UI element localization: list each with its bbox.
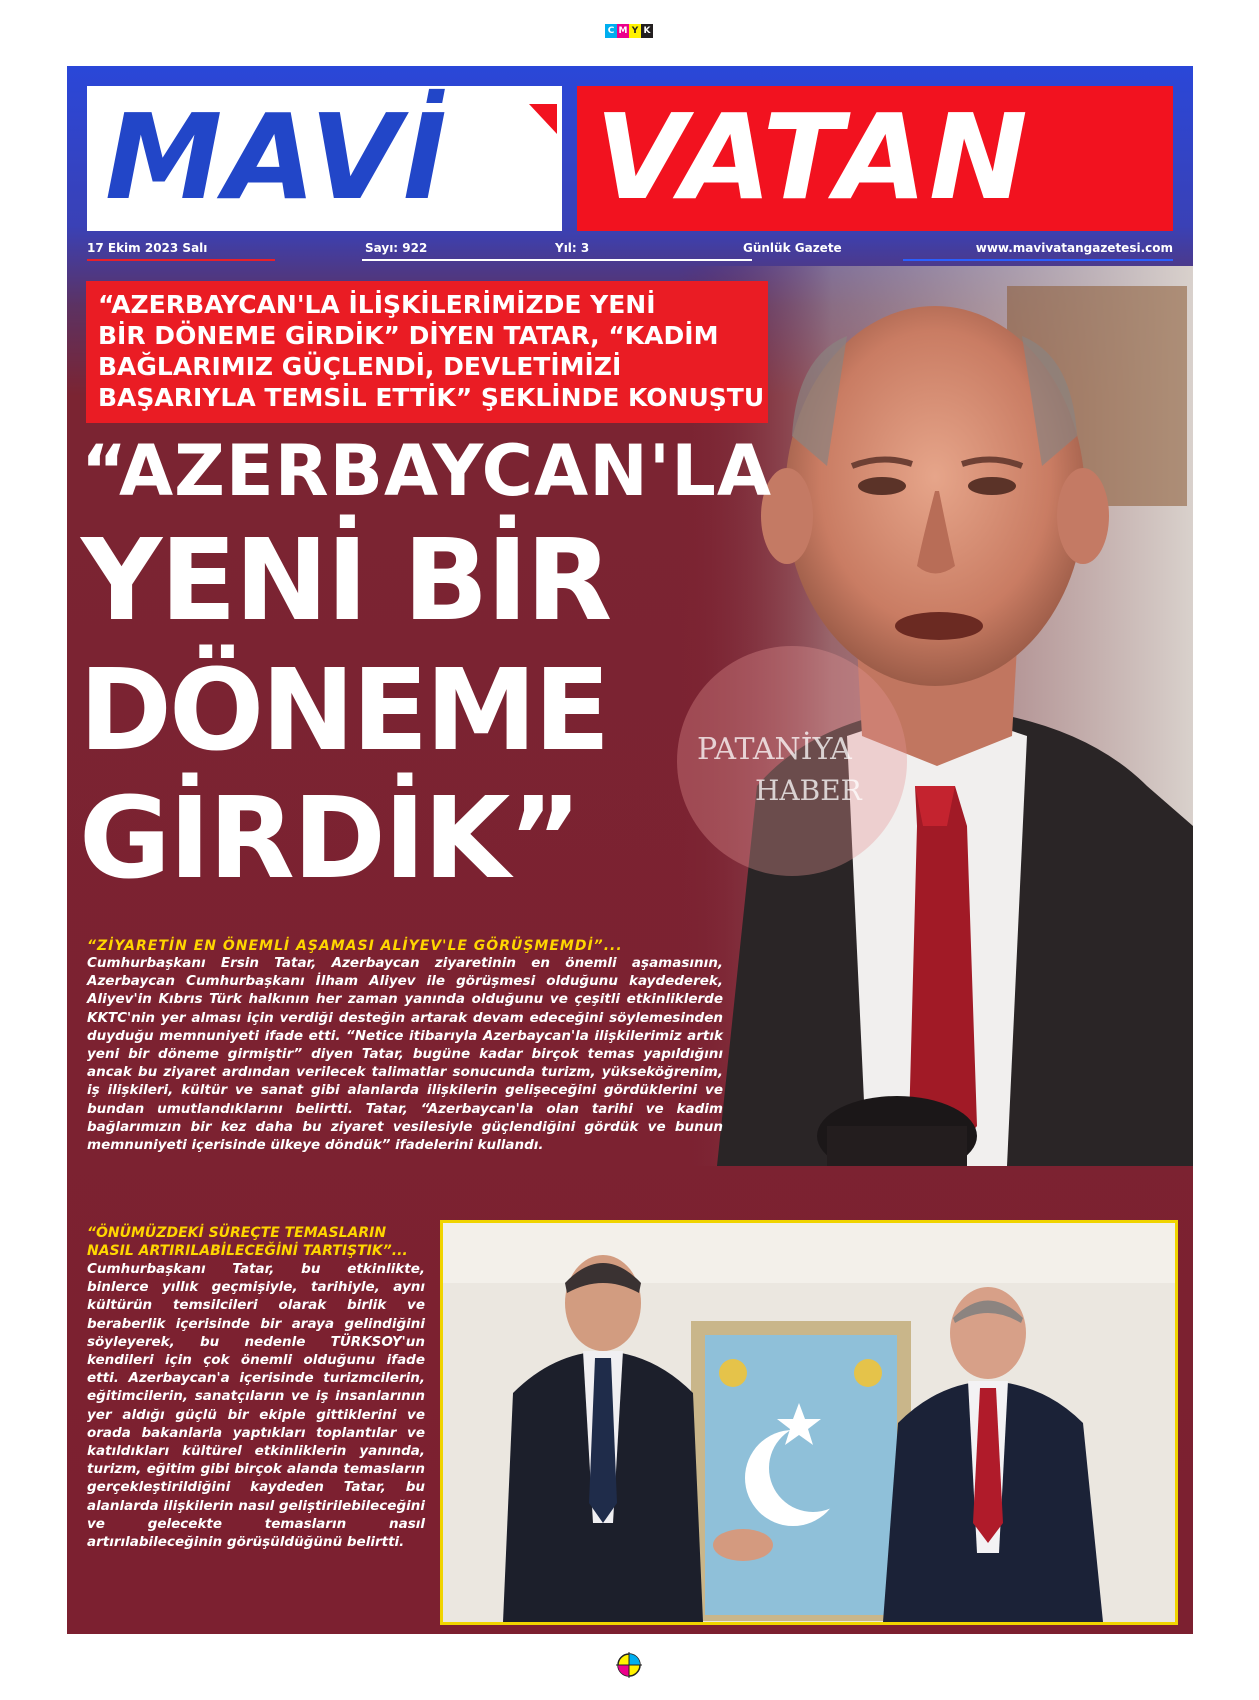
issue-year: Yıl: 3 (555, 241, 590, 255)
cmyk-k: K (641, 24, 653, 38)
info-rule (362, 259, 752, 261)
handshake-illustration (443, 1223, 1175, 1622)
headline-line-3: DÖNEME (79, 646, 608, 776)
section-2-body: Cumhurbaşkanı Tatar, bu etkinlikte, binlerce yıllık geçmişiyle, tarihiyle, aynı kültürün temsilcileri olarak birlik ve beraberlik içerisinde bir araya gelindiğini söyleyerek, bu nedenle TÜRKSOY'un kendileri için çok önemli olduğunu ifade etti. Azerbaycan'a içerisinde turizmcilerin, eğitimcilerin, sanatçıların ve iş insanlarının yer aldığı güçlü bir ekiple gittiklerini ve orada bakanlarla yaptıkları toplantılar ve katıldıkları kültürel etkinliklerin yanında, turizm, eğitim gibi birçok alanda temasların gerçekleştirildiğini kaydeden Tatar, bu alanlarda ilişkilerin nasıl geliştirilebileceğini ve gelecekte temasların nasıl artırılabileceğinin görüşüldüğünü belirtti. (87, 1261, 425, 1551)
masthead-title-left: MAVİ (105, 88, 449, 226)
headline-line-1: “AZERBAYCAN'LA (81, 430, 772, 512)
headline-line-4: GİRDİK” (79, 774, 580, 904)
handshake-photo (440, 1220, 1178, 1625)
section-1-heading: “ZİYARETİN EN ÖNEMLİ AŞAMASI ALİYEV'LE GÖRÜŞMEMDİ”... (87, 938, 623, 954)
cmyk-y: Y (629, 24, 641, 38)
cmyk-print-mark (605, 24, 653, 38)
info-rule (87, 259, 275, 261)
masthead-red-accent (529, 104, 557, 134)
paper-type: Günlük Gazete (743, 241, 842, 255)
watermark-line-1: PATANİYA (697, 732, 852, 767)
cmyk-m: M (618, 26, 628, 36)
section-1-body: Cumhurbaşkanı Ersin Tatar, Azerbaycan ziyaretinin en önemli aşamasının, Azerbaycan Cumhurbaşkanı İlham Aliyev ile görüşmesi olduğunu kaydederek, Aliyev'in Kıbrıs Türk halkının her zaman yanında olduğunu ve çeşitli etkinliklerde KKTC'nin yer alması için verdiği desteğin artarak devam edeceğini söylemesinden duyduğu memnuniyeti ifade etti. “Netice itibarıyla Azerbaycan'la ilişkilerimiz artık yeni bir döneme girmiştir” diyen Tatar, bugüne kadar birçok temas yapıldığını ancak bu ziyaret ardından verilecek talimatlar sonucunda turizm, yükseköğrenim, iş ilişkileri, kültür ve sanat gibi alanlarda ilişkilerin gelişeceğini gördüklerini ve bundan umutlandıklarını belirtti. Tatar, “Azerbaycan'la olan tarihi ve kadim bağlarımızın bir kez daha bu ziyaret vesilesiyle güçlendiğini gördük ve bunun memnuniyeti içerisinde ülkeye döndük” ifadelerini kullandı. (87, 955, 723, 1154)
info-rule (903, 259, 1173, 261)
masthead-blue-block (87, 86, 562, 231)
registration-mark (616, 1652, 642, 1678)
watermark-line-2: HABER (755, 774, 862, 807)
pataniya-watermark (677, 646, 907, 876)
issue-info-bar (87, 238, 1173, 260)
masthead-red-block (577, 86, 1173, 231)
issue-number: Sayı: 922 (365, 241, 428, 255)
section-2-heading: “ÖNÜMÜZDEKİ SÜREÇTE TEMASLARIN NASIL ARTIRILABİLECEĞİNİ TARTIŞTIK”... (87, 1225, 408, 1259)
subheadline-box (86, 281, 768, 423)
headline-line-2: YENİ BİR (81, 516, 611, 646)
website-link[interactable]: www.mavivatangazetesi.com (975, 241, 1173, 255)
masthead-title-right: VATAN (595, 88, 1030, 226)
cmyk-c: C (605, 24, 617, 38)
subheadline-text: “AZERBAYCAN'LA İLİŞKİLERİMİZDE YENİ BİR DÖNEME GİRDİK” DİYEN TATAR, “KADİM BAĞLARIMIZ GÜÇLENDİ, DEVLETİMİZİ BAŞARIYLA TEMSİL ETTİK” ŞEKLİNDE KONUŞTU (98, 290, 765, 412)
newspaper-front-page (67, 66, 1193, 1634)
issue-date: 17 Ekim 2023 Salı (87, 241, 208, 255)
